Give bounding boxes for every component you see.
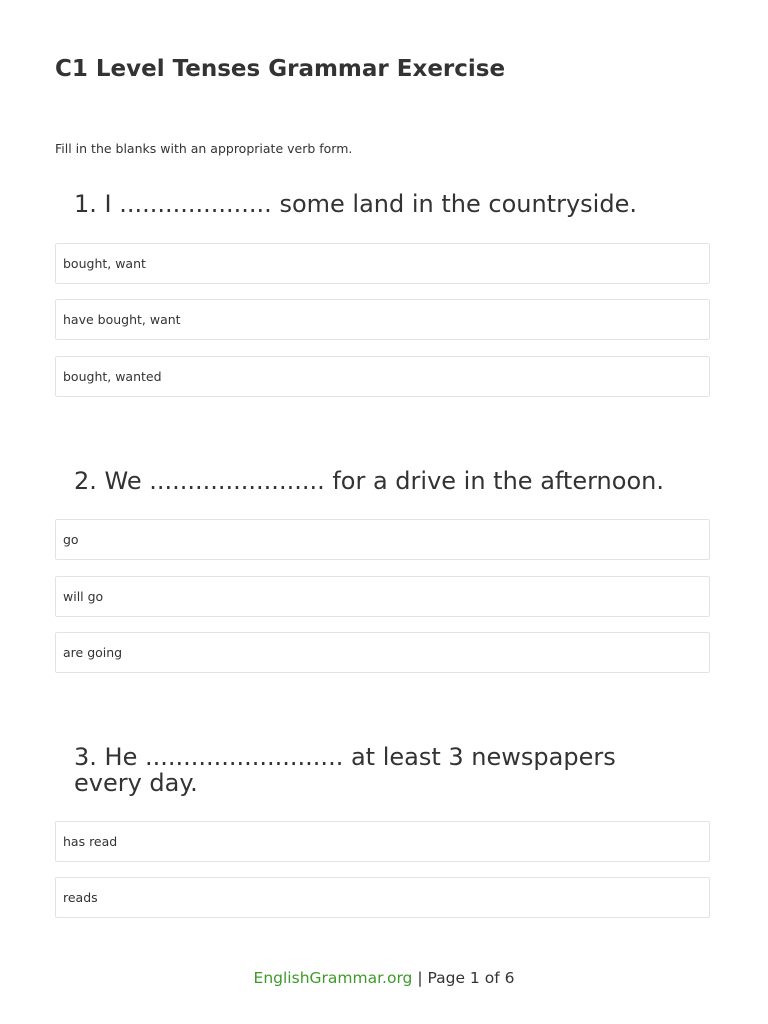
answer-option[interactable]: reads (55, 877, 710, 918)
question-text: 3. He .......................... at least 3 newspapers every day. (74, 743, 616, 797)
answer-option[interactable]: has read (55, 821, 710, 862)
page-footer (0, 969, 768, 987)
question-text: 2. We ....................... for a drive in the afternoon. (74, 467, 664, 495)
answer-option[interactable]: are going (55, 632, 710, 673)
answer-option[interactable]: bought, wanted (55, 356, 710, 397)
answer-option[interactable]: bought, want (55, 243, 710, 284)
page-title: C1 Level Tenses Grammar Exercise (55, 56, 506, 82)
question-text: 1. I .................... some land in the countryside. (74, 190, 637, 218)
answer-option[interactable]: have bought, want (55, 299, 710, 340)
answer-option[interactable]: go (55, 519, 710, 560)
answer-option[interactable]: will go (55, 576, 710, 617)
site-link[interactable]: EnglishGrammar.org (253, 969, 413, 987)
page-indicator: Page 1 of 6 (427, 969, 515, 987)
instructions: Fill in the blanks with an appropriate verb form. (55, 141, 353, 156)
footer-separator: | (412, 969, 428, 987)
